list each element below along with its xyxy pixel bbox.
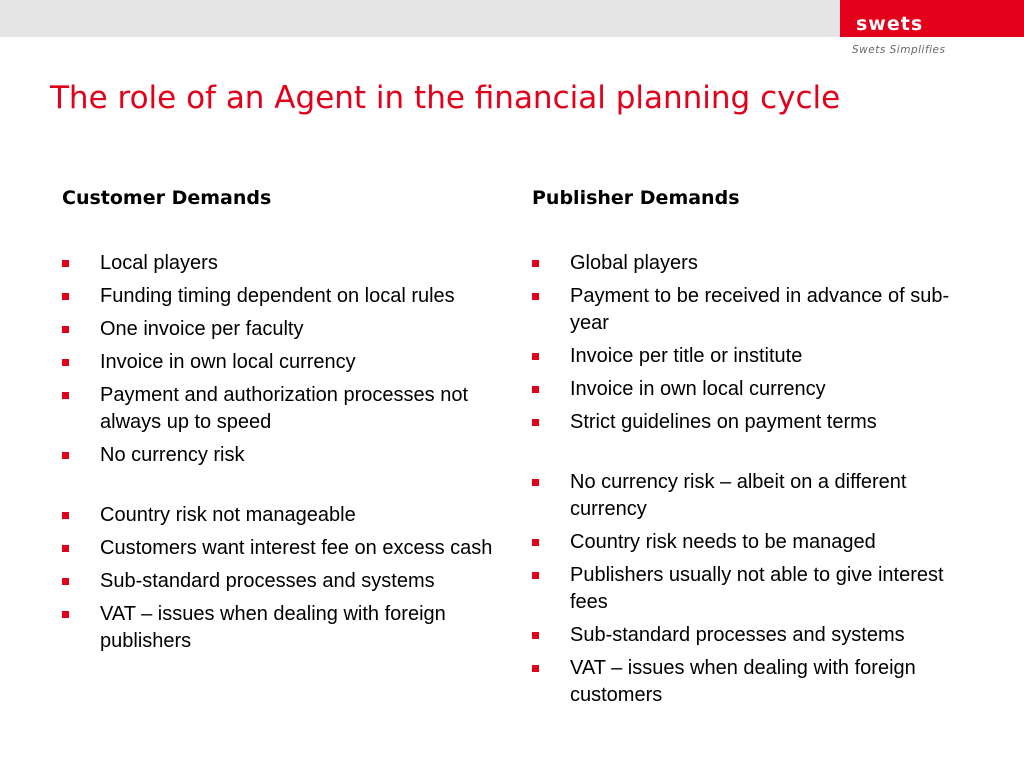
list-item-text: Funding timing dependent on local rules bbox=[100, 285, 455, 307]
bullet-square-icon bbox=[62, 452, 69, 459]
bullet-square-icon bbox=[62, 578, 69, 585]
slide-title: The role of an Agent in the financial planning cycle bbox=[50, 80, 841, 116]
list-item bbox=[62, 442, 502, 469]
bullet-square-icon bbox=[62, 611, 69, 618]
list-item-text: Sub-standard processes and systems bbox=[570, 624, 905, 646]
list-item-text: Invoice per title or institute bbox=[570, 345, 803, 367]
list-item bbox=[532, 529, 972, 556]
list-item bbox=[62, 250, 502, 277]
bullet-square-icon bbox=[532, 479, 539, 486]
list-item-text: VAT – issues when dealing with foreign publishers bbox=[100, 603, 446, 652]
list-item-text: Country risk not manageable bbox=[100, 504, 356, 526]
bullet-square-icon bbox=[532, 539, 539, 546]
bullet-square-icon bbox=[62, 293, 69, 300]
bullet-square-icon bbox=[62, 260, 69, 267]
list-item bbox=[532, 283, 972, 337]
list-item-text: Global players bbox=[570, 252, 698, 274]
list-item bbox=[62, 601, 502, 655]
list-item-text: VAT – issues when dealing with foreign customers bbox=[570, 657, 916, 706]
list-item-text: Strict guidelines on payment terms bbox=[570, 411, 877, 433]
list-item bbox=[62, 382, 502, 436]
list-item bbox=[62, 502, 502, 529]
list-item bbox=[62, 568, 502, 595]
list-item bbox=[62, 535, 502, 562]
list-item bbox=[62, 316, 502, 343]
list-item bbox=[532, 409, 972, 436]
bullet-square-icon bbox=[62, 545, 69, 552]
list-item-text: No currency risk – albeit on a different currency bbox=[570, 471, 907, 520]
bullet-square-icon bbox=[532, 632, 539, 639]
list-item-text: One invoice per faculty bbox=[100, 318, 304, 340]
list-item bbox=[62, 283, 502, 310]
bullet-square-icon bbox=[532, 260, 539, 267]
list-item-text: No currency risk bbox=[100, 444, 245, 466]
publisher-demands-list bbox=[532, 250, 972, 709]
list-item-text: Invoice in own local currency bbox=[100, 351, 356, 373]
bullet-square-icon bbox=[532, 665, 539, 672]
customer-demands-heading: Customer Demands bbox=[62, 187, 272, 209]
list-item bbox=[532, 562, 972, 616]
customer-demands-column bbox=[62, 184, 502, 661]
publisher-demands-column bbox=[532, 184, 972, 715]
list-item bbox=[532, 622, 972, 649]
list-item bbox=[532, 250, 972, 277]
bullet-square-icon bbox=[532, 572, 539, 579]
list-item-text: Publishers usually not able to give interest fees bbox=[570, 564, 944, 613]
bullet-square-icon bbox=[532, 419, 539, 426]
bullet-square-icon bbox=[62, 359, 69, 366]
list-item bbox=[62, 349, 502, 376]
bullet-square-icon bbox=[532, 293, 539, 300]
list-item bbox=[532, 655, 972, 709]
logo-tagline: Swets Simplifies bbox=[852, 44, 946, 56]
list-item bbox=[532, 376, 972, 403]
list-item bbox=[532, 343, 972, 370]
list-item-text: Payment to be received in advance of sub-year bbox=[570, 285, 950, 334]
customer-demands-list bbox=[62, 250, 502, 655]
publisher-demands-heading: Publisher Demands bbox=[532, 187, 740, 209]
list-item-text: Payment and authorization processes not always up to speed bbox=[100, 384, 468, 433]
bullet-square-icon bbox=[62, 326, 69, 333]
list-item-text: Sub-standard processes and systems bbox=[100, 570, 435, 592]
list-item bbox=[532, 469, 972, 523]
top-band bbox=[0, 0, 840, 37]
bullet-square-icon bbox=[532, 353, 539, 360]
swets-logo: swets bbox=[856, 13, 924, 35]
bullet-square-icon bbox=[62, 392, 69, 399]
list-item-text: Invoice in own local currency bbox=[570, 378, 826, 400]
list-item-text: Customers want interest fee on excess cash bbox=[100, 537, 493, 559]
bullet-square-icon bbox=[532, 386, 539, 393]
list-item-text: Local players bbox=[100, 252, 218, 274]
list-item-text: Country risk needs to be managed bbox=[570, 531, 876, 553]
bullet-square-icon bbox=[62, 512, 69, 519]
